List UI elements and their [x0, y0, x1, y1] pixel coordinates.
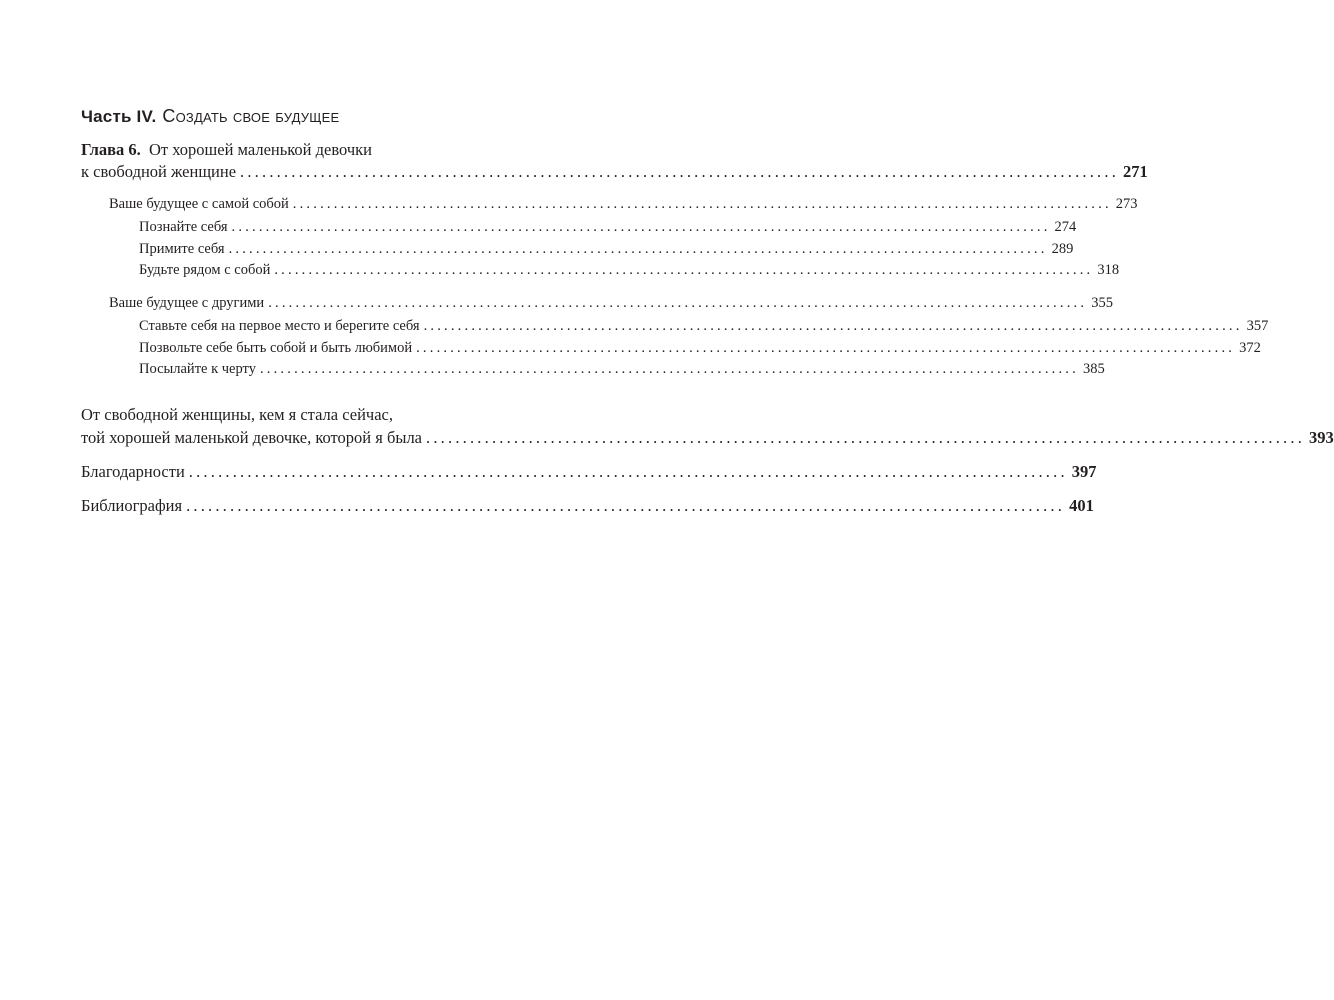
subsection-page-number: 289 [1051, 241, 1074, 257]
bibliography-page-number: 401 [1069, 496, 1094, 515]
epilogue-page-number: 393 [1309, 428, 1334, 447]
dot-leader: ........................................................................................................................ [268, 295, 1088, 311]
toc-entry-subsection[interactable] [139, 340, 1261, 357]
chapter-title-line2: к свободной женщине [81, 162, 237, 181]
toc-entry-subsection[interactable] [139, 262, 1120, 279]
subsection-title: Посылайте к черту [139, 361, 256, 377]
dot-leader: ........................................................................................................................ [426, 428, 1306, 447]
dot-leader: ........................................................................................................................ [423, 318, 1243, 334]
toc-entry-section[interactable] [109, 196, 1138, 213]
section-page-number: 355 [1091, 295, 1113, 311]
part-title: Создать свое будущее [162, 106, 340, 126]
subsection-title: Примите себя [139, 241, 225, 257]
toc-entry-section[interactable] [109, 295, 1113, 312]
dot-leader: ........................................................................................................................ [274, 262, 1094, 278]
toc-entry-subsection[interactable] [139, 219, 1077, 236]
subsection-title: Позвольте себе быть собой и быть любимой [139, 340, 413, 356]
toc-entry-bibliography[interactable] [81, 496, 1094, 516]
subsection-title: Ставьте себя на первое место и берегите себя [139, 318, 420, 334]
part-heading [81, 106, 601, 127]
dot-leader: ........................................................................................................................ [292, 196, 1112, 212]
dot-leader: ........................................................................................................................ [259, 361, 1079, 377]
dot-leader: ........................................................................................................................ [228, 241, 1048, 257]
dot-leader: ........................................................................................................................ [240, 162, 1120, 181]
chapter-title-line1: От хорошей маленькой девочки [148, 140, 373, 159]
subsection-page-number: 318 [1097, 262, 1120, 278]
subsection-page-number: 274 [1054, 219, 1077, 235]
subsection-page-number: 357 [1246, 318, 1269, 334]
subsection-page-number: 372 [1239, 340, 1261, 356]
subsection-title: Будьте рядом с собой [139, 262, 271, 278]
subsection-title: Познайте себя [139, 219, 228, 235]
section-title: Ваше будущее с другими [109, 295, 265, 311]
bibliography-title: Библиография [81, 496, 183, 515]
toc-entry-subsection[interactable] [139, 318, 1269, 335]
section-page-number: 273 [1115, 196, 1138, 212]
epilogue-title-line2: той хорошей маленькой девочке, которой я была [81, 428, 423, 447]
dot-leader: ........................................................................................................................ [231, 219, 1051, 235]
chapter-page-number: 271 [1123, 162, 1148, 181]
toc-entry-subsection[interactable] [139, 361, 1105, 378]
dot-leader: ........................................................................................................................ [188, 462, 1068, 481]
epilogue-title-line1: От свободной женщины, кем я стала сейчас, [81, 405, 393, 424]
toc-entry-epilogue[interactable] [81, 428, 1334, 448]
part-label: Часть IV. [81, 107, 157, 126]
section-title: Ваше будущее с самой собой [109, 196, 289, 212]
acknowledgements-page-number: 397 [1071, 462, 1097, 481]
dot-leader: ........................................................................................................................ [186, 496, 1066, 515]
chapter-label: Глава 6. [81, 140, 141, 159]
chapter-heading-line1 [81, 140, 372, 160]
subsection-page-number: 385 [1082, 361, 1105, 377]
toc-entry-subsection[interactable] [139, 241, 1074, 258]
toc-entry-chapter[interactable] [81, 162, 1148, 182]
acknowledgements-title: Благодарности [81, 462, 185, 481]
dot-leader: ........................................................................................................................ [416, 340, 1236, 356]
toc-entry-acknowledgements[interactable] [81, 462, 1097, 482]
